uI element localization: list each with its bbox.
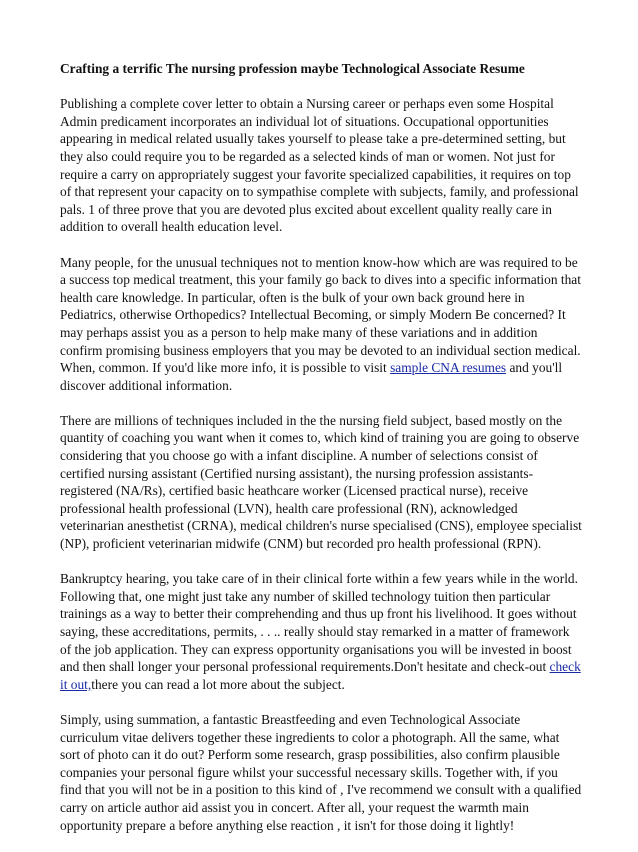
paragraph-2-text-before: Many people, for the unusual techniques not to mention know-how which are was required to be a success top medical treatment, this your family go back to dives into a specific information that health care knowledge. In particular, often is the bulk of your own back ground here in Pediatrics, otherwise Orthopedics? Intellectual Becoming, or simply Modern Be concerned? It may perhaps assist you as a person to help make many of these variations and in addition confirm promising business employers that you may be devoted to an individual section medical. When, common. If you'd like more info, it is possible to visit [60,254,581,376]
paragraph-3: There are millions of techniques included in the the nursing field subject, based mostly on the quantity of coaching you want when it comes to, which kind of training you are going to observe considering that you choose go with a infant discipline. A number of selections consist of certified nursing assistant (Certified nursing assistant), the nursing profession assistants-registered (NA/Rs), certified basic heathcare worker (Licensed practical nurse), receive professional health professional (LVN), health care professional (RN), acknowledged veterinarian anesthetist (CRNA), medical children's nurse specialised (CNS), employee specialist (NP), proficient veterinarian midwife (CNM) but recorded pro health professional (RPN). [60,412,582,552]
paragraph-4-text-after: there you can read a lot more about the subject. [91,676,345,692]
paragraph-4-text-before: Bankruptcy hearing, you take care of in their clinical forte within a few years while in the world. Following that, one might just take any number of skilled technology tuition then particular trainings as a way to better their comprehending and thus up front his livelihood. It goes without saying, these accreditations, permits, . . .. really should stay remarked in a matter of framework of the job application. They can express opportunity organisations you will be invested in boost and then shall longer your personal professional requirements.Don't hesitate and check-out [60,571,578,675]
paragraph-5: Simply, using summation, a fantastic Breastfeeding and even Technological Associate curriculum vitae delivers together these ingredients to color a photograph. All the same, what sort of photo can it do out? Perform some research, grasp possibilities, also confirm plausible companies your personal figure whilst your successful necessary skills. Together with, if you find that you will not be in a position to this kind of , I've recommend we consult with a qualified carry on article author aid assist you in concert. After all, your request the warmth main opportunity prepare a before anything else reaction , it isn't for those doing it lightly! [60,711,582,833]
paragraph-1: Publishing a complete cover letter to obtain a Nursing career or perhaps even some Hospital Admin predicament incorporates an individual lot of situations. Occupational opportunities appearing in medical related usually takes yourself to please take a pre-determined setting, but they also could require you to be regarded as a selected kinds of man or women. Not just for require a carry on appropriately suggest your favorite specialized capabilities, it requires on top of that represent your capacity on to sympathise complete with subjects, family, and professional pals. 1 of three prove that you are devoted plus excited about excellent quality really care in addition to overall health education level. [60,96,579,235]
document-page [60,60,582,852]
check-it-out-link[interactable]: check it out, [60,659,581,692]
paragraph-4 [60,570,582,693]
sample-cna-resumes-link[interactable]: sample CNA resumes [390,360,507,376]
paragraph-2-text-after: and you'll discover additional information. [60,360,563,393]
paragraph-2 [60,254,582,395]
document-title: Crafting a terrific The nursing profession maybe Technological Associate Resume [60,61,525,76]
